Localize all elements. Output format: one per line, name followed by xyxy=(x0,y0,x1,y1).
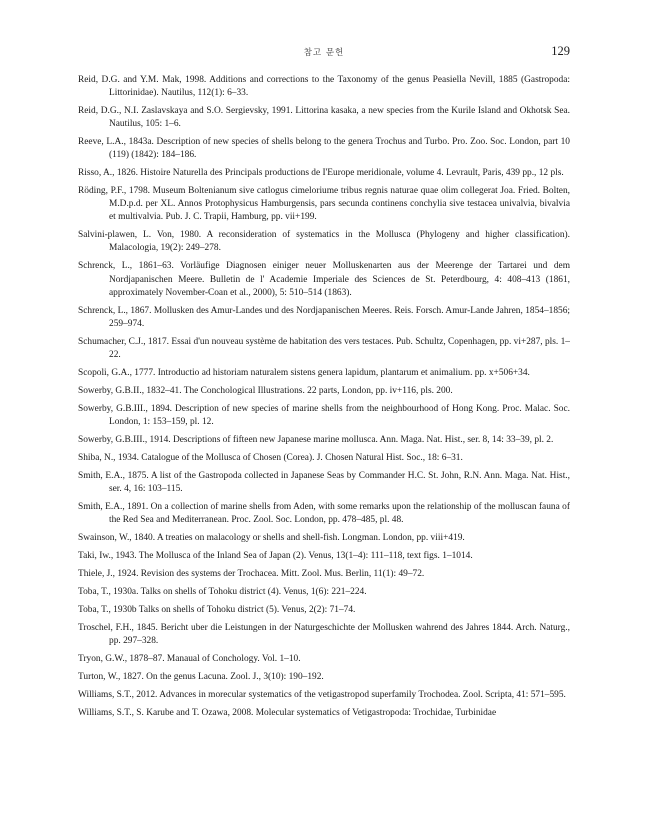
reference-entry: Smith, E.A., 1891. On a collection of marine shells from Aden, with some remarks upon the relationship of the molluscan fauna of the Red Sea and Mediterranean. Proc. Zool. Soc. London, pp. 478–485, pl. 48. xyxy=(78,501,570,525)
reference-entry: Reeve, L.A., 1843a. Description of new species of shells belong to the genera Trochus and Turbo. Pro. Zoo. Soc. London, part 10 (119) (1842): 184–186. xyxy=(78,137,570,161)
reference-entry: Toba, T., 1930a. Talks on shells of Tohoku district (4). Venus, 1(6): 221–224. xyxy=(78,586,367,597)
reference-entry: Röding, P.F., 1798. Museum Boltenianum sive catlogus cimeloriume tribus regnis naturae quae olim collegerat Joa. Fried. Bolten, M.D.p.d. per XL. Annos Protophysicus Hamburgensis, pars secunda continens conchylia sive testacea univalvia, bivalvia et multivalvia. Pub. J. C. Trapii, Hamburg, pp. vii+199. xyxy=(78,186,570,223)
reference-entry: Turton, W., 1827. On the genus Lacuna. Zool. J., 3(10): 190–192. xyxy=(78,671,324,682)
reference-entry: Sowerby, G.B.II., 1832–41. The Conchological Illustrations. 22 parts, London, pp. iv+116, pls. 200. xyxy=(78,385,453,396)
reference-entry: Risso, A., 1826. Histoire Naturella des Principals productions de I'Europe meridionale, volume 4. Levrault, Paris, 439 pp., 12 pls. xyxy=(78,168,564,179)
reference-list xyxy=(78,74,570,725)
reference-entry: Swainson, W., 1840. A treaties on malacology or shells and shell-fish. Longman. London, pp. viii+419. xyxy=(78,532,465,543)
reference-entry: Taki, Iw., 1943. The Mollusca of the Inland Sea of Japan (2). Venus, 13(1–4): 111–118, text figs. 1–1014. xyxy=(78,550,473,561)
reference-entry: Williams, S.T., S. Karube and T. Ozawa, 2008. Molecular systematics of Vetigastropoda: Trochidae, Turbinidae xyxy=(78,707,497,718)
reference-entry: Sowerby, G.B.III., 1914. Descriptions of fifteen new Japanese marine mollusca. Ann. Maga. Nat. Hist., ser. 8, 14: 33–39, pl. 2. xyxy=(78,434,554,445)
reference-entry: Thiele, J., 1924. Revision des systems der Trochacea. Mitt. Zool. Mus. Berlin, 11(1): 49–72. xyxy=(78,568,425,579)
page-number: 129 xyxy=(551,44,570,58)
reference-entry: Scopoli, G.A., 1777. Introductio ad historiam naturalem sistens genera lapidum, plantarum et animalium. pp. x+506+34. xyxy=(78,367,530,378)
reference-entry: Reid, D.G. and Y.M. Mak, 1998. Additions and corrections to the Taxonomy of the genus Peasiella Nevill, 1885 (Gastropoda: Littorinidae). Nautilus, 112(1): 6–33. xyxy=(78,75,570,99)
reference-entry: Salvini-plawen, L. Von, 1980. A reconsideration of systematics in the Mollusca (Phylogeny and higher classification). Malacologia, 19(2): 249–278. xyxy=(78,230,570,254)
running-head: 참고 문헌 xyxy=(303,48,345,58)
reference-entry: Smith, E.A., 1875. A list of the Gastropoda collected in Japanese Seas by Commander H.C. St. John, R.N. Ann. Maga. Nat. Hist., ser. 4, 16: 103–115. xyxy=(78,470,570,494)
reference-entry: Sowerby, G.B.III., 1894. Description of new species of marine shells from the neighbourhood of Hong Kong. Proc. Malac. Soc. London, 1: 153–159, pl. 12. xyxy=(78,403,570,427)
reference-entry: Williams, S.T., 2012. Advances in morecular systematics of the vetigastropod superfamily Trochodea. Zool. Scripta, 41: 571–595. xyxy=(78,689,566,700)
reference-entry: Schrenck, L., 1867. Mollusken des Amur-Landes und des Nordjapanischen Meeres. Reis. Forsch. Amur-Lande Jahren, 1854–1856; 259–974. xyxy=(78,305,570,329)
reference-entry: Reid, D.G., N.I. Zaslavskaya and S.O. Sergievsky, 1991. Littorina kasaka, a new species from the Kurile Island and Okhotsk Sea. Nautilus, 105: 1–6. xyxy=(78,106,570,130)
reference-entry: Toba, T., 1930b Talks on shells of Tohoku district (5). Venus, 2(2): 71–74. xyxy=(78,604,356,615)
reference-entry: Schumacher, C.J., 1817. Essai d'un nouveau système de habitation des vers testaces. Pub. Schultz, Copenhagen, pp. vi+287, pls. 1–22. xyxy=(78,336,570,360)
reference-entry: Tryon, G.W., 1878–87. Manaual of Conchology. Vol. 1–10. xyxy=(78,653,301,664)
reference-entry: Schrenck, L., 1861–63. Vorläufige Diagnosen einiger neuer Molluskenarten aus der Meerenge der Tartarei und dem Nordjapanischen Meere. Bulletin de l' Academie Imperiale des Sciences de St. Peterdbourg, 4: 408–413 (1861, approximately November-Coan et al., 2000), 5: 510–514 (1863). xyxy=(78,261,570,298)
reference-entry: Shiba, N., 1934. Catalogue of the Mollusca of Chosen (Corea). J. Chosen Natural Hist. Soc., 18: 6–31. xyxy=(78,452,463,463)
page-header xyxy=(78,44,570,62)
reference-entry: Troschel, F.H., 1845. Bericht uber die Leistungen in der Naturgeschichte der Mollusken wahrend des Jahres 1844. Arch. Naturg., pp. 297–328. xyxy=(78,622,570,646)
